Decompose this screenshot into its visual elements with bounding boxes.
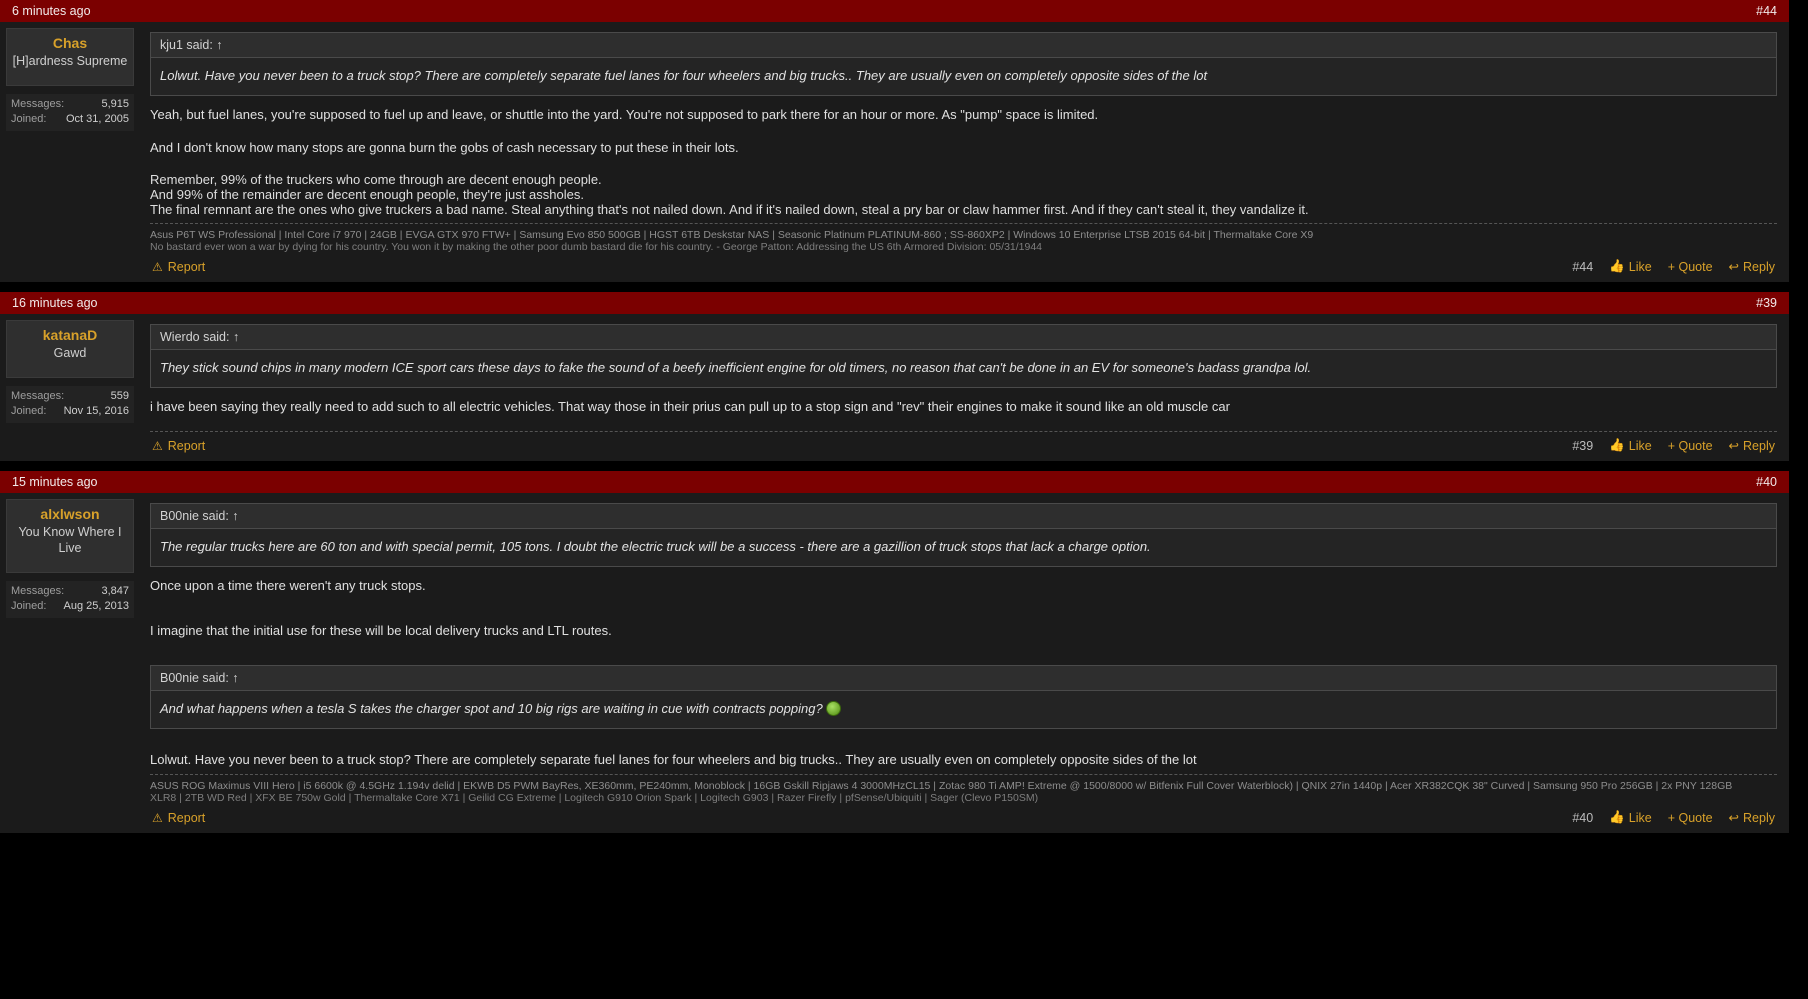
post-content: [140, 493, 1789, 833]
reply-arrow-icon: ↩: [1728, 811, 1740, 825]
like-button[interactable]: [1609, 810, 1652, 825]
reply-label: Reply: [1743, 810, 1775, 825]
post-paragraph: I imagine that the initial use for these will be local delivery trucks and LTL routes.: [150, 623, 612, 638]
thumbs-up-icon: 👍: [1609, 438, 1625, 452]
quote-jump-arrow-icon[interactable]: ↑: [232, 671, 239, 685]
post-content: [140, 22, 1789, 282]
reply-button[interactable]: [1729, 259, 1775, 274]
report-button[interactable]: [152, 811, 205, 825]
report-label: Report: [167, 259, 206, 274]
post-footer: [150, 431, 1777, 461]
quote-text: And what happens when a tesla S takes the charger spot and 10 big rigs are waiting in cue with contracts popping?: [160, 701, 823, 716]
post-line: The final remnant are the ones who give truckers a bad name. Steal anything that's not nailed down. And if it's nailed down, steal a pry bar or claw hammer first. And if they can't steal it, they vandalize it.: [150, 202, 1309, 217]
quote-text: The regular trucks here are 60 ton and with special permit, 105 tons. I doubt the electric truck will be a success - there are a gazillion of truck stops that lack a charge option.: [160, 539, 1151, 554]
blockquote: [150, 503, 1777, 567]
post-39: [0, 292, 1789, 461]
messages-label: Messages:: [11, 585, 65, 597]
post-line: And 99% of the remainder are decent enough people, they're just assholes.: [150, 187, 584, 202]
quote-header[interactable]: [151, 33, 1776, 58]
warning-icon: ⚠: [152, 259, 163, 274]
reply-arrow-icon: ↩: [1728, 260, 1740, 274]
username[interactable]: Chas: [52, 35, 88, 51]
user-title: [H]ardness Supreme: [12, 54, 128, 68]
report-label: Report: [167, 438, 206, 453]
post-paragraph: Yeah, but fuel lanes, you're supposed to fuel up and leave, or shuttle into the yard. You're not supposed to park there for an hour or more. As "pump" space is limited.: [150, 107, 1099, 122]
user-title: You Know Where I Live: [18, 525, 122, 555]
post-number[interactable]: #44: [1572, 259, 1594, 274]
joined-label: Joined:: [11, 405, 47, 417]
reply-label: Reply: [1743, 259, 1775, 274]
quote-jump-arrow-icon[interactable]: ↑: [216, 38, 223, 52]
quote-text: They stick sound chips in many modern ICE sport cars these days to fake the sound of a beefy inefficient engine for old timers, no reason that can't be done in an EV for someone's badass grandpa lol.: [160, 360, 1312, 375]
user-signature: [150, 223, 1777, 253]
post-permalink-number[interactable]: #40: [1756, 475, 1777, 489]
username[interactable]: katanaD: [42, 327, 98, 343]
user-stats: [6, 94, 134, 131]
post-timestamp: 6 minutes ago: [12, 4, 91, 18]
user-column: [0, 314, 140, 461]
post-number[interactable]: #40: [1572, 810, 1594, 825]
quote-header[interactable]: [151, 325, 1776, 350]
report-button[interactable]: [152, 439, 205, 453]
like-button[interactable]: [1609, 438, 1652, 453]
post-line-block: [150, 172, 1777, 217]
joined-value: Aug 25, 2013: [63, 600, 129, 612]
quote-text: Lolwut. Have you never been to a truck stop? There are completely separate fuel lanes for four wheelers and big trucks.. They are usually even on completely opposite sides of the lot: [160, 68, 1208, 83]
quote-header[interactable]: [151, 504, 1776, 529]
user-card: [6, 499, 134, 573]
joined-value: Nov 15, 2016: [63, 405, 129, 417]
blockquote: [150, 32, 1777, 96]
blockquote: [150, 665, 1777, 729]
warning-icon: ⚠: [152, 438, 163, 453]
user-signature: [150, 774, 1777, 804]
reply-button[interactable]: [1729, 438, 1775, 453]
reply-arrow-icon: ↩: [1728, 439, 1740, 453]
post-number[interactable]: #39: [1572, 438, 1594, 453]
thumbs-up-icon: 👍: [1609, 259, 1625, 273]
signature-line: ASUS ROG Maximus VIII Hero | i5 6600k @ 4.5GHz 1.194v delid | EKWB D5 PWM BayRes, XE360mm, PE240mm, Monoblock | 16GB Gskill Ripjaws 4 3000MHzCL15 | Zotac 980 Ti AMP! Extreme @ 1500/8000 w/ Bitfenix Full Cover Waterblock) | QNIX 27in 1440p | Acer XR382CQK 38" Curved | Samsung 950 Pro 256GB | 2x PNY 128GB: [150, 780, 1733, 792]
post-paragraph: And I don't know how many stops are gonna burn the gobs of cash necessary to put these in their lots.: [150, 140, 739, 155]
quote-author: B00nie said:: [160, 509, 229, 523]
post-footer: [150, 804, 1777, 833]
like-label: Like: [1628, 810, 1652, 825]
user-card: [6, 28, 134, 86]
quote-header[interactable]: [151, 666, 1776, 691]
warning-icon: ⚠: [152, 810, 163, 825]
post-permalink-number[interactable]: #44: [1756, 4, 1777, 18]
messages-value: 3,847: [101, 585, 129, 597]
post-header: [0, 471, 1789, 493]
thumbs-up-icon: 👍: [1609, 810, 1625, 824]
quote-author: Wierdo said:: [160, 330, 230, 344]
quote-author: kju1 said:: [160, 38, 213, 52]
post-header: [0, 292, 1789, 314]
like-button[interactable]: [1609, 259, 1652, 274]
user-card: [6, 320, 134, 378]
post-44: [0, 0, 1789, 282]
post-actions: [1572, 438, 1775, 453]
quote-button[interactable]: [1668, 811, 1713, 825]
quote-text-wrapper: [151, 691, 1776, 728]
messages-label: Messages:: [11, 390, 65, 402]
post-permalink-number[interactable]: #39: [1756, 296, 1777, 310]
post-line: Remember, 99% of the truckers who come through are decent enough people.: [150, 172, 602, 187]
post-paragraph: i have been saying they really need to add such to all electric vehicles. That way those in their prius can pull up to a stop sign and "rev" their engines to make it sound like an old muscle car: [150, 399, 1230, 414]
username[interactable]: alxlwson: [40, 506, 100, 522]
report-button[interactable]: [152, 260, 205, 274]
post-closing-line: Lolwut. Have you never been to a truck stop? There are completely separate fuel lanes for four wheelers and big trucks.. They are usually even on completely opposite sides of the lot: [150, 752, 1197, 767]
user-column: [0, 493, 140, 833]
user-stats: [6, 386, 134, 423]
post-timestamp: 15 minutes ago: [12, 475, 98, 489]
quote-jump-arrow-icon[interactable]: ↑: [232, 330, 240, 344]
joined-label: Joined:: [11, 113, 47, 125]
post-actions: [1572, 810, 1775, 825]
user-stats: [6, 581, 134, 618]
signature-line: Asus P6T WS Professional | Intel Core i7 970 | 24GB | EVGA GTX 970 FTW+ | Samsung Evo 850 500GB | HGST 6TB Deskstar NAS | Seasonic Platinum PLATINUM-860 ; SS-860XP2 | Windows 10 Enterprise LTSB 2015 64-bit | Thermaltake Core X9: [150, 229, 1314, 241]
post-footer: [150, 253, 1777, 282]
user-column: [0, 22, 140, 282]
like-label: Like: [1628, 259, 1652, 274]
messages-value: 5,915: [101, 98, 129, 110]
signature-line: No bastard ever won a war by dying for his country. You won it by making the other poor dumb bastard die for his country. - George Patton: Addressing the US 6th Armored Division: 05/31/1944: [150, 241, 1043, 253]
quote-label: + Quote: [1667, 810, 1713, 825]
quote-label: + Quote: [1667, 259, 1713, 274]
user-title: Gawd: [53, 346, 87, 360]
joined-label: Joined:: [11, 600, 47, 612]
grinning-face-icon: [826, 701, 841, 716]
post-paragraph: Once upon a time there weren't any truck stops.: [150, 578, 426, 593]
quote-label: + Quote: [1667, 438, 1713, 453]
post-40: [0, 471, 1789, 833]
quote-button[interactable]: [1668, 260, 1713, 274]
quote-jump-arrow-icon[interactable]: ↑: [232, 509, 239, 523]
quote-author: B00nie said:: [160, 671, 229, 685]
joined-value: Oct 31, 2005: [66, 113, 129, 125]
post-header: [0, 0, 1789, 22]
post-content: [140, 314, 1789, 461]
messages-value: 559: [110, 390, 129, 402]
post-actions: [1572, 259, 1775, 274]
signature-line: XLR8 | 2TB WD Red | XFX BE 750w Gold | Thermaltake Core X71 | Geilid CG Extreme | Logitech G910 Orion Spark | Logitech G903 | Razer Firefly | pfSense/Ubiquiti | Sager (Clevo P150SM): [150, 792, 1039, 804]
post-timestamp: 16 minutes ago: [12, 296, 98, 310]
report-label: Report: [167, 810, 206, 825]
reply-label: Reply: [1743, 438, 1775, 453]
blockquote: [150, 324, 1777, 388]
like-label: Like: [1628, 438, 1652, 453]
quote-button[interactable]: [1668, 439, 1713, 453]
messages-label: Messages:: [11, 98, 65, 110]
reply-button[interactable]: [1729, 810, 1775, 825]
